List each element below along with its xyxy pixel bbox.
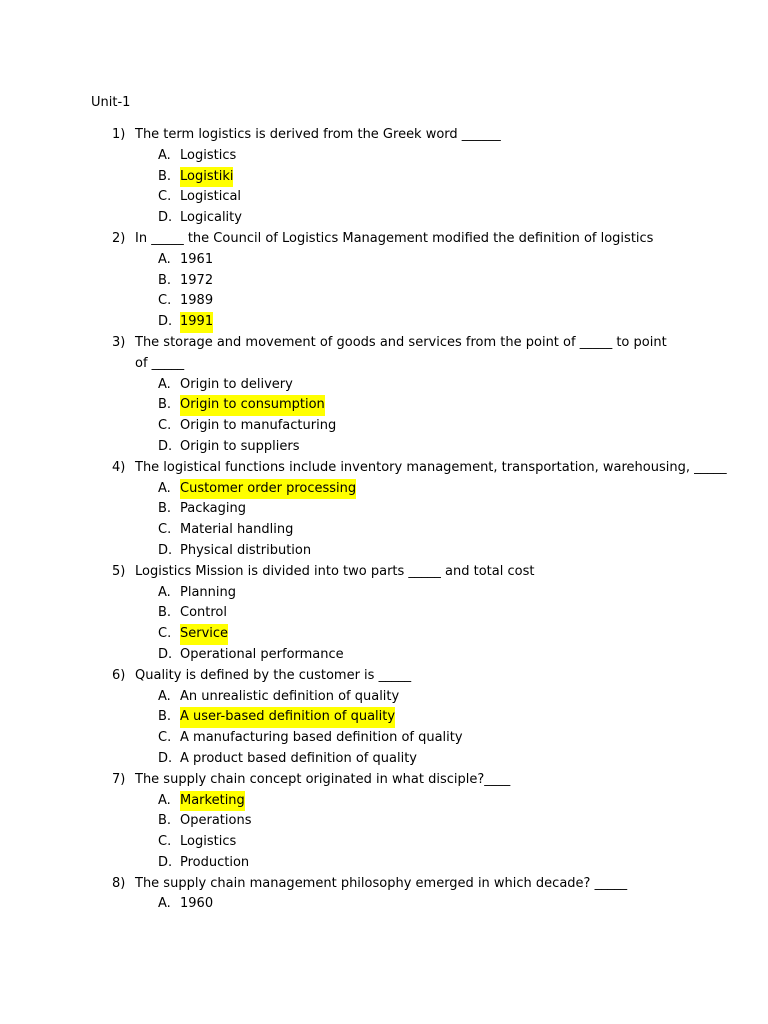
- option-text: 1972: [180, 272, 214, 288]
- option-text: Origin to delivery: [180, 376, 293, 392]
- answer-option: [0, 479, 768, 500]
- option-letter: D.: [158, 438, 173, 454]
- option-letter: A.: [158, 792, 171, 808]
- option-text: Origin to suppliers: [180, 438, 300, 454]
- option-text-highlighted: Customer order processing: [180, 479, 356, 500]
- option-text-highlighted: Origin to consumption: [180, 395, 325, 416]
- option-text-highlighted: Marketing: [180, 791, 245, 812]
- question-text: The supply chain concept originated in what disciple?____: [135, 771, 511, 787]
- option-text: Logistics: [180, 834, 237, 850]
- question-item: [0, 770, 768, 874]
- option-letter: C.: [158, 730, 172, 746]
- question-number: 5): [112, 563, 126, 579]
- question-item: [0, 874, 768, 916]
- answer-option: [0, 791, 768, 812]
- answer-option: [0, 167, 768, 188]
- option-letter: B.: [158, 813, 172, 829]
- answer-option: [0, 146, 768, 167]
- answer-option: [0, 520, 768, 541]
- option-text: Production: [180, 854, 250, 870]
- question-number: 2): [112, 230, 126, 246]
- option-text: Operational performance: [180, 646, 344, 662]
- option-text: 1961: [180, 251, 214, 267]
- answer-option: [0, 624, 768, 645]
- option-text: Material handling: [180, 522, 294, 538]
- answer-option: [0, 271, 768, 292]
- answer-option: [0, 707, 768, 728]
- option-text: Planning: [180, 584, 236, 600]
- answer-option: [0, 541, 768, 562]
- question-line: [0, 229, 768, 250]
- question-item: [0, 333, 768, 458]
- option-text: Origin to manufacturing: [180, 418, 337, 434]
- option-letter: D.: [158, 542, 173, 558]
- answer-option: [0, 749, 768, 770]
- option-letter: A.: [158, 251, 171, 267]
- option-text: Packaging: [180, 501, 246, 517]
- option-letter: A.: [158, 376, 171, 392]
- option-text-highlighted: A user-based definition of quality: [180, 707, 395, 728]
- answer-option: [0, 291, 768, 312]
- answer-option: [0, 687, 768, 708]
- answer-option: [0, 312, 768, 333]
- option-letter: B.: [158, 709, 172, 725]
- option-letter: B.: [158, 397, 172, 413]
- option-text: Logistics: [180, 147, 237, 163]
- answer-option: [0, 583, 768, 604]
- answer-option: [0, 395, 768, 416]
- unit-title: Unit-1: [91, 95, 131, 110]
- question-item: [0, 229, 768, 333]
- question-text: The term logistics is derived from the Greek word ______: [135, 127, 501, 142]
- question-number: 3): [112, 334, 126, 350]
- answer-option: [0, 437, 768, 458]
- option-text: 1989: [180, 293, 214, 309]
- question-number: 4): [112, 459, 126, 475]
- option-letter: A.: [158, 688, 171, 704]
- option-letter: D.: [158, 854, 173, 870]
- question-text: The supply chain management philosophy emerged in which decade? _____: [135, 875, 628, 891]
- question-number: 7): [112, 771, 126, 787]
- option-text: A manufacturing based definition of quality: [180, 730, 463, 746]
- option-letter: B.: [158, 168, 172, 184]
- question-line: [0, 770, 768, 791]
- question-line: [0, 562, 768, 583]
- option-letter: C.: [158, 626, 172, 642]
- answer-option: [0, 416, 768, 437]
- option-letter: B.: [158, 605, 172, 621]
- answer-option: [0, 853, 768, 874]
- option-letter: C.: [158, 293, 172, 309]
- option-text-highlighted: Service: [180, 624, 228, 645]
- answer-option: [0, 375, 768, 396]
- answer-option: [0, 894, 768, 915]
- answer-option: [0, 250, 768, 271]
- answer-option: [0, 208, 768, 229]
- answer-option: [0, 728, 768, 749]
- option-text-highlighted: 1991: [180, 312, 213, 333]
- question-number: 8): [112, 875, 126, 891]
- question-text: Logistics Mission is divided into two parts _____ and total cost: [135, 563, 535, 579]
- question-text: Quality is defined by the customer is _____: [135, 667, 412, 683]
- question-number: 1): [112, 127, 126, 142]
- answer-option: [0, 187, 768, 208]
- answer-option: [0, 645, 768, 666]
- answer-option: [0, 603, 768, 624]
- option-letter: D.: [158, 210, 173, 226]
- question-line: [0, 333, 768, 375]
- option-text: A product based definition of quality: [180, 750, 417, 766]
- option-letter: C.: [158, 522, 172, 538]
- question-line: [0, 458, 768, 479]
- option-letter: B.: [158, 272, 172, 288]
- option-letter: C.: [158, 189, 172, 205]
- option-text: Physical distribution: [180, 542, 312, 558]
- question-item: [0, 562, 768, 666]
- option-letter: C.: [158, 834, 172, 850]
- question-line: [0, 874, 768, 895]
- answer-option: [0, 499, 768, 520]
- option-text: Logistical: [180, 189, 242, 205]
- option-letter: A.: [158, 480, 171, 496]
- question-line: [0, 666, 768, 687]
- question-item: [0, 458, 768, 562]
- option-text-highlighted: Logistiki: [180, 167, 233, 188]
- option-letter: D.: [158, 750, 173, 766]
- question-text: In _____ the Council of Logistics Management modified the definition of logistics: [135, 230, 654, 246]
- option-text: Operations: [180, 813, 252, 829]
- question-number: 6): [112, 667, 126, 683]
- question-text: The storage and movement of goods and services from the point of _____ to point of _____: [135, 334, 667, 371]
- option-letter: A.: [158, 896, 171, 912]
- option-letter: C.: [158, 418, 172, 434]
- option-text: Control: [180, 605, 227, 621]
- question-item: [0, 125, 768, 229]
- option-letter: A.: [158, 584, 171, 600]
- option-text: An unrealistic definition of quality: [180, 688, 400, 704]
- question-line: [0, 125, 768, 146]
- answer-option: [0, 832, 768, 853]
- option-letter: B.: [158, 501, 172, 517]
- question-list: [0, 125, 768, 915]
- answer-option: [0, 811, 768, 832]
- option-letter: D.: [158, 314, 173, 330]
- option-text: 1960: [180, 896, 214, 912]
- question-item: [0, 666, 768, 770]
- option-letter: D.: [158, 646, 173, 662]
- question-text: The logistical functions include inventory management, transportation, warehousing, _____: [135, 459, 727, 475]
- option-letter: A.: [158, 147, 171, 163]
- option-text: Logicality: [180, 210, 242, 226]
